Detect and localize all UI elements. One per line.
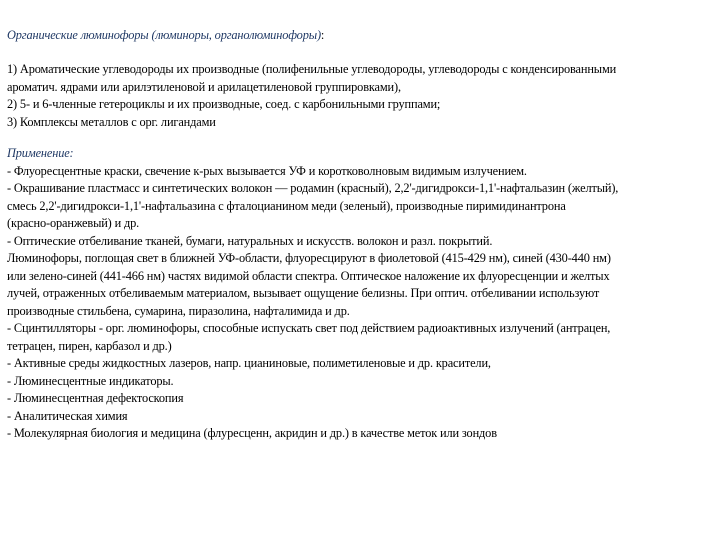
classes-list xyxy=(7,61,715,131)
applications-line: - Сцинтилляторы - орг. люминофоры, способные испускать свет под действием радиоактивных излучений (антрацен, xyxy=(7,321,611,335)
classes-line: 2) 5- и 6-членные гетероциклы и их производные, соед. с карбонильными группами; xyxy=(7,97,441,111)
title-colon: : xyxy=(320,28,325,42)
applications-line: - Люминесцентные индикаторы. xyxy=(7,373,174,388)
applications-line: смесь 2,2'-дигидрокси-1,1'-нафтальазина с фталоцианином меди (зеленый), производные пиримидинантрона xyxy=(7,198,566,213)
applications-line: - Аналитическая химия xyxy=(7,408,128,423)
applications-line: (красно-оранжевый) и др. xyxy=(7,216,140,230)
page-title xyxy=(7,27,713,45)
classes-line: ароматич. ядрами или арилэтиленовой и арилацетиленовой группировками), xyxy=(7,79,401,94)
title-block xyxy=(7,27,715,45)
applications-line: - Молекулярная биология и медицина (флуресценн, акридин и др.) в качестве меток или зондов xyxy=(7,426,497,440)
applications-line: производные стильбена, сумарина, пиразолина, нафталимида и др. xyxy=(7,303,350,318)
applications-section xyxy=(7,145,715,443)
title-text: Органические люминофоры (люминоры, органолюминофоры) xyxy=(7,28,321,42)
applications-line: тетрацен, пирен, карбазол и др.) xyxy=(7,338,172,353)
applications-line: лучей, отраженных отбеливаемым материалом, вызывает ощущение белизны. При оптич. отбеливании используют xyxy=(7,286,600,300)
classes-line: 3) Комплексы металлов с орг. лигандами xyxy=(7,114,216,129)
applications-line: - Люминесцентная дефектоскопия xyxy=(7,391,184,405)
applications-line: Люминофоры, поглощая свет в ближней УФ-области, флуоресцируют в фиолетовой (415-429 нм), синей (430-440 нм) xyxy=(7,251,611,265)
applications-line: - Активные среды жидкостных лазеров, напр. цианиновые, полиметиленовые и др. красители, xyxy=(7,356,491,370)
applications-line: - Окрашивание пластмасс и синтетических волокон — родамин (красный), 2,2'-дигидрокси-1,1'-нафтальазин (желтый), xyxy=(7,181,619,195)
applications-line: - Флуоресцентные краски, свечение к-рых вызывается УФ и коротковолновым видимым излучением. xyxy=(7,163,527,178)
classes-line: 1) Ароматические углеводороды их производные (полифенильные углеводороды, углеводороды с конденсированными xyxy=(7,62,617,76)
applications-line: - Оптические отбеливание тканей, бумаги, натуральных и искусств. волокон и разл. покрытий. xyxy=(7,233,493,248)
applications-heading: Применение: xyxy=(7,146,74,160)
applications-line: или зелено-синей (441-466 нм) частях видимой области спектра. Оптическое наложение их флуоресценции и желтых xyxy=(7,268,610,283)
